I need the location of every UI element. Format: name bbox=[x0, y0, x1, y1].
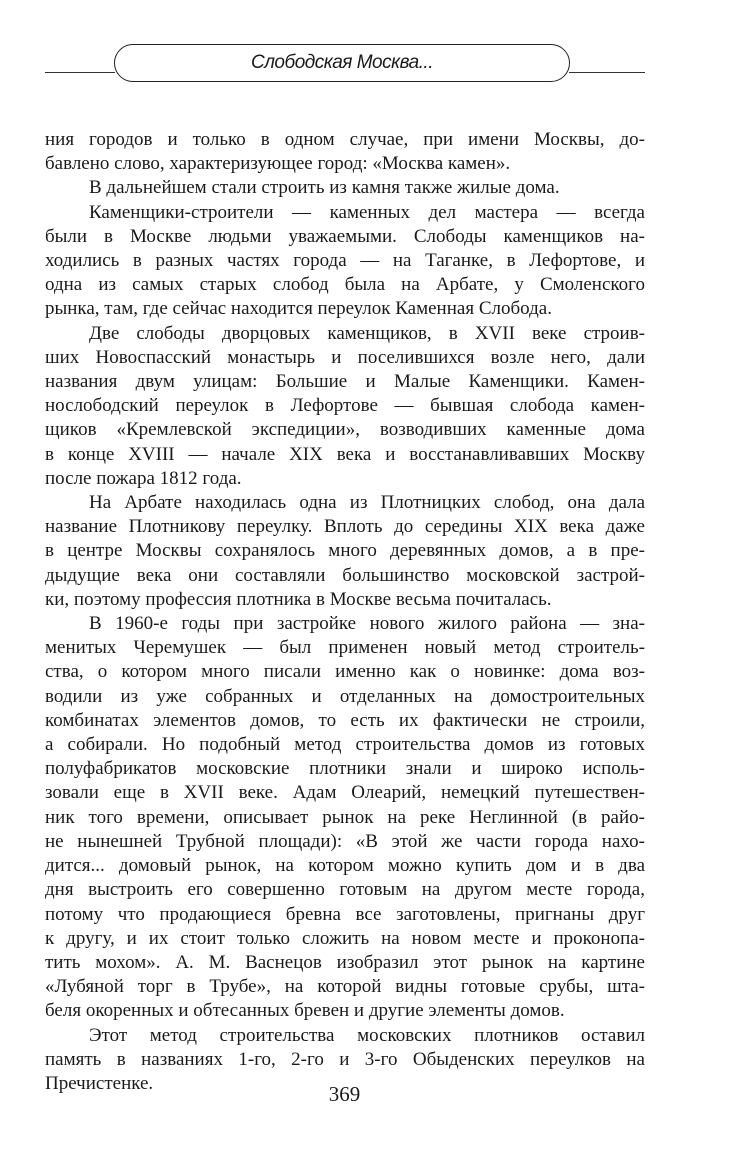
body-text bbox=[45, 128, 645, 1096]
text-line: были в Москве людьми уважаемыми. Слободы каменщиков на- bbox=[45, 225, 645, 247]
text-line: менитых Черемушек — был применен новый метод строитель- bbox=[45, 637, 645, 659]
text-line: бавлено слово, характеризующее город: «Москва камен». bbox=[45, 153, 511, 175]
running-header-title: Слободская Москва... bbox=[251, 52, 433, 73]
text-line: «Лубяной торг в Трубе», на которой видны готовые срубы, шта- bbox=[45, 976, 645, 998]
text-line: На Арбате находилась одна из Плотницких слобод, она дала bbox=[89, 492, 645, 514]
text-line: дится... домовый рынок, на котором можно купить дом и в два bbox=[45, 855, 645, 877]
text-line: в центре Москвы сохранялось много деревянных домов, а в пре- bbox=[45, 540, 645, 562]
page-number: 369 bbox=[328, 1082, 361, 1106]
paragraph bbox=[45, 612, 645, 1023]
header-rule-right bbox=[569, 72, 645, 73]
text-line: память в названиях 1-го, 2-го и 3-го Обыденских переулков на bbox=[45, 1048, 645, 1070]
text-line: после пожара 1812 года. bbox=[45, 467, 242, 489]
text-line: ходились в разных частях города — на Таганке, в Лефортове, и bbox=[45, 250, 645, 272]
text-line: нослободский переулок в Лефортове — бывшая слобода камен- bbox=[45, 395, 645, 417]
text-line: Каменщики-строители — каменных дел мастера — всегда bbox=[89, 201, 645, 223]
paragraph bbox=[45, 491, 645, 612]
paragraph bbox=[45, 176, 645, 200]
text-line: Пречистенке. bbox=[45, 1072, 154, 1094]
text-line: Этот метод строительства московских плотников оставил bbox=[89, 1024, 645, 1046]
paragraph bbox=[45, 128, 645, 176]
running-header bbox=[114, 44, 570, 82]
text-line: беля окоренных и обтесанных бревен и другие элементы домов. bbox=[45, 1000, 565, 1022]
text-line: в конце XVIII — начале XIX века и восстанавливавших Москву bbox=[45, 443, 645, 465]
text-line: дыдущие века они составляли большинство московской застрой- bbox=[45, 564, 645, 586]
text-line: ших Новоспасский монастырь и поселившихся возле него, дали bbox=[45, 346, 645, 368]
text-line: а собирали. Но подобный метод строительства домов из готовых bbox=[45, 734, 645, 756]
text-line: название Плотникову переулку. Вплоть до середины XIX века даже bbox=[45, 516, 645, 538]
paragraph bbox=[45, 322, 645, 491]
text-line: щиков «Кремлевской экспедиции», возводивших каменные дома bbox=[45, 419, 645, 441]
text-line: одна из самых старых слобод была на Арбате, у Смоленского bbox=[45, 274, 645, 296]
text-line: ства, о котором много писали именно как о новинке: дома воз- bbox=[45, 661, 645, 683]
text-line: В 1960-е годы при застройке нового жилого района — зна- bbox=[89, 613, 645, 635]
text-line: рынка, там, где сейчас находится переулок Каменная Слобода. bbox=[45, 298, 552, 320]
text-line: к другу, и их стоит только сложить на новом месте и проконопа- bbox=[45, 927, 645, 949]
paragraph bbox=[45, 201, 645, 322]
text-line: Две слободы дворцовых каменщиков, в XVII веке строив- bbox=[89, 322, 645, 344]
text-line: полуфабрикатов московские плотники знали и широко исполь- bbox=[45, 758, 645, 780]
text-line: ник того времени, описывает рынок на реке Неглинной (в райо- bbox=[45, 806, 645, 828]
text-line: водили из уже собранных и отделанных на домостроительных bbox=[45, 685, 645, 707]
text-line: не нынешней Трубной площади): «В этой же части города нахо- bbox=[45, 830, 645, 852]
text-line: названия двум улицам: Большие и Малые Каменщики. Камен- bbox=[45, 371, 645, 393]
text-line: ки, поэтому профессия плотника в Москве весьма почиталась. bbox=[45, 588, 552, 610]
text-line: комбинатах элементов домов, то есть их фактически не строили, bbox=[45, 709, 645, 731]
header-rule-left bbox=[45, 72, 115, 73]
text-line: В дальнейшем стали строить из камня также жилые дома. bbox=[89, 177, 560, 199]
text-line: зовали еще в XVII веке. Адам Олеарий, немецкий путешествен- bbox=[45, 782, 645, 804]
text-line: ния городов и только в одном случае, при имени Москвы, до- bbox=[45, 129, 645, 150]
text-line: тить мохом». А. М. Васнецов изобразил этот рынок на картине bbox=[45, 951, 645, 973]
text-line: потому что продающиеся бревна все заготовлены, пригнаны друг bbox=[45, 903, 645, 925]
text-line: дня выстроить его совершенно готовым на другом месте города, bbox=[45, 879, 645, 901]
